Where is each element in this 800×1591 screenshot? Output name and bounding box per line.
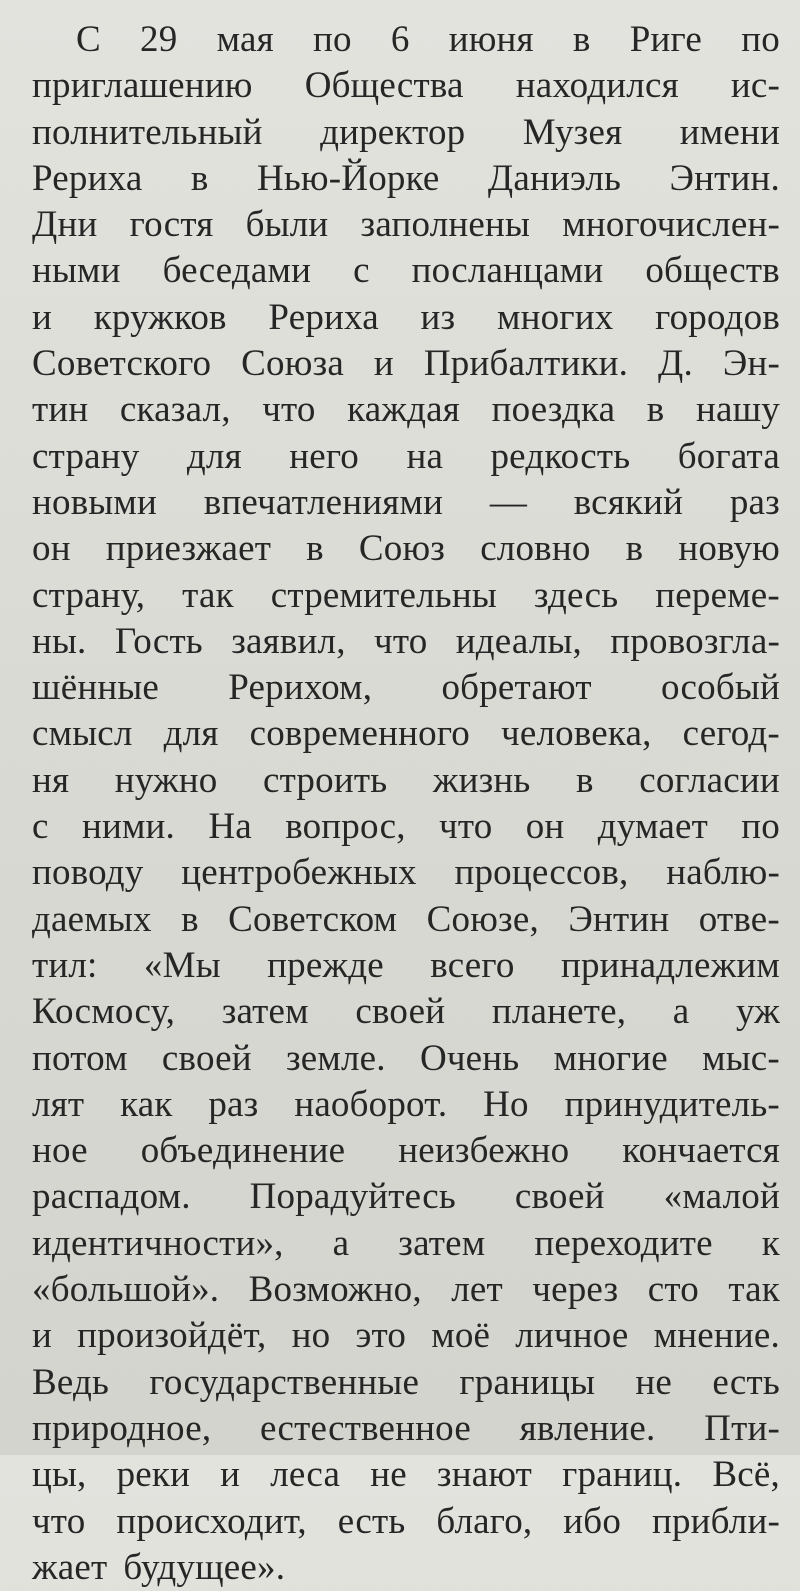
- text-word: своей: [161, 1037, 252, 1079]
- text-word: строить: [262, 759, 388, 801]
- text-word: природное,: [32, 1407, 212, 1449]
- text-word: человека,: [501, 713, 652, 755]
- text-word: ны.: [32, 620, 87, 662]
- text-word: вопрос,: [285, 806, 406, 848]
- text-word: многие: [553, 1037, 668, 1079]
- text-line: [32, 295, 780, 341]
- text-word: Космосу,: [32, 991, 176, 1033]
- text-word: Очень: [419, 1037, 520, 1079]
- text-word: переходите: [534, 1222, 713, 1264]
- text-word: так: [728, 1269, 780, 1311]
- text-line: [32, 17, 780, 63]
- text-word: новую: [678, 528, 780, 570]
- text-word: лят: [32, 1083, 85, 1125]
- text-word: Гость: [114, 620, 203, 662]
- text-word: всего: [430, 944, 515, 986]
- text-word: естественное: [260, 1407, 471, 1449]
- text-line: [32, 1499, 780, 1545]
- text-word: знают: [436, 1454, 533, 1496]
- text-word: идентичности»,: [32, 1222, 284, 1264]
- text-word: наоборот.: [294, 1083, 448, 1125]
- text-word: через: [532, 1269, 619, 1311]
- text-line: [32, 248, 780, 294]
- text-word: в: [646, 389, 665, 431]
- text-word: словно: [480, 528, 591, 570]
- text-word: Дни: [32, 204, 98, 246]
- text-word: особый: [660, 667, 780, 709]
- text-word: впечатлениями: [203, 481, 444, 523]
- text-word: 6: [390, 19, 410, 60]
- text-word: сказал,: [119, 389, 231, 431]
- text-word: поводу: [32, 852, 144, 894]
- text-line: [32, 711, 780, 757]
- text-word: заявил,: [231, 620, 346, 662]
- text-word: Общества: [304, 65, 464, 107]
- text-word: ними.: [81, 806, 176, 848]
- text-word: тин: [32, 389, 89, 431]
- text-word: «Мы: [143, 944, 221, 986]
- text-word: по: [741, 19, 780, 60]
- text-line: [32, 1452, 780, 1498]
- text-line: [32, 1174, 780, 1220]
- text-line: [32, 1406, 780, 1452]
- text-word: Всё,: [712, 1454, 780, 1496]
- text-word: Возможно,: [248, 1269, 422, 1311]
- text-word: сегод-: [682, 713, 780, 755]
- text-word: На: [208, 806, 252, 848]
- text-word: Рерихом,: [228, 667, 373, 709]
- text-word: как: [120, 1083, 173, 1125]
- text-word: директор: [320, 111, 466, 153]
- text-line: [32, 341, 780, 387]
- text-word: для: [186, 435, 242, 477]
- text-word: есть: [712, 1361, 780, 1403]
- text-line: [32, 156, 780, 202]
- text-line: [32, 1128, 780, 1174]
- text-word: мыс-: [702, 1037, 780, 1079]
- text-word: леса: [270, 1454, 341, 1496]
- text-word: Энтин: [568, 898, 670, 940]
- text-word: по: [741, 806, 780, 848]
- text-word: Прибалтики.: [423, 343, 629, 385]
- text-word: личное: [515, 1315, 629, 1357]
- text-word: ня: [32, 759, 70, 801]
- text-word: в: [576, 759, 594, 801]
- text-line: [32, 897, 780, 943]
- text-line: [32, 434, 780, 480]
- text-word: Ведь: [32, 1361, 110, 1403]
- text-word: что: [439, 806, 493, 848]
- text-word: обществ: [645, 250, 780, 292]
- text-word: что: [374, 620, 428, 662]
- text-word: Энтин.: [669, 157, 780, 199]
- text-word: и: [32, 1315, 53, 1357]
- text-word: были: [245, 204, 329, 246]
- text-word: а: [672, 991, 690, 1033]
- text-line: [32, 1313, 780, 1359]
- text-word: Но: [483, 1083, 529, 1125]
- text-word: Д.: [658, 343, 693, 385]
- text-word: Союза: [241, 343, 345, 385]
- text-line: [32, 1545, 780, 1591]
- text-word: многочислен-: [562, 204, 780, 246]
- text-word: из: [420, 296, 456, 338]
- text-word: С: [76, 19, 101, 60]
- text-word: Пти-: [704, 1407, 780, 1449]
- text-line: [32, 387, 780, 433]
- text-word: 29: [140, 19, 178, 60]
- text-word: в: [190, 157, 209, 199]
- text-word: произойдёт,: [77, 1315, 267, 1357]
- text-line: [32, 1082, 780, 1128]
- text-word: нужно: [114, 759, 218, 801]
- text-word: по: [312, 19, 352, 60]
- text-word: Музея: [522, 111, 623, 153]
- text-word: каждая: [347, 389, 461, 431]
- text-word: планете,: [491, 991, 627, 1033]
- text-word: идеалы,: [455, 620, 582, 662]
- text-word: затем: [221, 991, 309, 1033]
- text-word: своей: [355, 991, 446, 1033]
- text-word: Рериха: [32, 157, 143, 199]
- text-word: обретают: [441, 667, 592, 709]
- text-word: заполнены: [360, 204, 531, 246]
- text-word: приезжает: [105, 528, 272, 570]
- text-line: [32, 526, 780, 572]
- text-word: ис-: [730, 65, 780, 107]
- text-word: мнение.: [653, 1315, 780, 1357]
- text-word: своей: [514, 1176, 605, 1218]
- text-word: в: [306, 528, 324, 570]
- text-line: [32, 758, 780, 804]
- text-word: центробежных: [181, 852, 417, 894]
- text-word: так: [182, 574, 234, 616]
- text-word: лет: [451, 1269, 503, 1311]
- text-word: стремительны: [270, 574, 497, 616]
- text-word: прибли-: [651, 1500, 780, 1542]
- text-word: не: [635, 1361, 673, 1403]
- text-word: это: [355, 1315, 407, 1357]
- text-word: раз: [729, 481, 780, 523]
- text-line: [32, 989, 780, 1035]
- text-word: границ.: [562, 1454, 683, 1496]
- text-line: [32, 1036, 780, 1082]
- text-word: гостя: [129, 204, 214, 246]
- text-word: ное: [32, 1130, 88, 1172]
- text-word: не: [370, 1454, 407, 1496]
- text-word: тил:: [32, 944, 98, 986]
- text-word: Эн-: [722, 343, 780, 385]
- text-word: земле.: [285, 1037, 386, 1079]
- text-line: [32, 943, 780, 989]
- text-line: [32, 202, 780, 248]
- text-word: что: [262, 389, 316, 431]
- text-word: Союз: [358, 528, 446, 570]
- text-word: в: [572, 19, 591, 60]
- text-word: современного: [249, 713, 470, 755]
- text-line: [32, 1267, 780, 1313]
- text-word: Рериха: [268, 296, 379, 338]
- text-word: уж: [735, 991, 780, 1033]
- text-word: беседами: [162, 250, 312, 292]
- text-word: думает: [597, 806, 708, 848]
- text-word: он: [525, 806, 565, 848]
- text-word: даемых: [32, 898, 152, 940]
- text-word: на: [406, 435, 444, 477]
- text-word: будущее».: [123, 1546, 286, 1588]
- text-word: и: [220, 1454, 241, 1496]
- text-word: и: [373, 343, 394, 385]
- text-word: смысл: [32, 713, 133, 755]
- text-word: страну,: [32, 574, 146, 616]
- text-paragraph: [32, 17, 780, 1591]
- text-word: с: [353, 250, 370, 292]
- text-word: к: [761, 1222, 780, 1264]
- text-word: жизнь: [432, 759, 531, 801]
- text-word: наблю-: [666, 852, 780, 894]
- text-word: принудитель-: [564, 1083, 780, 1125]
- text-word: имени: [679, 111, 780, 153]
- text-word: шённые: [32, 667, 159, 709]
- text-word: явление.: [519, 1407, 656, 1449]
- text-word: Союзе,: [426, 898, 539, 940]
- text-word: Порадуйтесь: [249, 1176, 456, 1218]
- text-word: Нью-Йорке: [256, 157, 440, 199]
- text-word: приглашению: [32, 65, 253, 107]
- text-word: переме-: [655, 574, 780, 616]
- text-word: с: [32, 806, 49, 848]
- text-word: Советском: [228, 898, 398, 940]
- text-word: ными: [32, 250, 121, 292]
- text-word: «малой: [663, 1176, 780, 1218]
- text-word: жает: [32, 1546, 108, 1588]
- text-word: «большой».: [32, 1269, 220, 1311]
- text-word: Риге: [629, 19, 703, 60]
- text-word: что: [32, 1500, 86, 1542]
- text-word: него: [289, 435, 360, 477]
- text-word: ибо: [563, 1500, 622, 1542]
- text-word: прежде: [267, 944, 384, 986]
- text-word: редкость: [490, 435, 631, 477]
- text-word: есть: [337, 1500, 406, 1542]
- text-word: государственные: [149, 1361, 420, 1403]
- text-word: кружков: [93, 296, 227, 338]
- text-line: [32, 619, 780, 665]
- text-word: моё: [431, 1315, 491, 1357]
- text-word: раз: [208, 1083, 259, 1125]
- text-word: затем: [398, 1222, 486, 1264]
- text-line: [32, 1360, 780, 1406]
- text-word: отве-: [698, 898, 780, 940]
- text-word: всякий: [573, 481, 684, 523]
- text-word: июня: [448, 19, 534, 60]
- text-line: [32, 850, 780, 896]
- text-word: сто: [647, 1269, 699, 1311]
- text-word: потом: [32, 1037, 128, 1079]
- text-word: посланцами: [411, 250, 604, 292]
- text-line: [32, 63, 780, 109]
- text-word: цы,: [32, 1454, 87, 1496]
- text-word: многих: [497, 296, 614, 338]
- text-word: распадом.: [32, 1176, 191, 1218]
- text-word: городов: [655, 296, 780, 338]
- text-line: [32, 573, 780, 619]
- text-line: [32, 1221, 780, 1267]
- text-word: новыми: [32, 481, 158, 523]
- text-word: в: [625, 528, 644, 570]
- text-word: процессов,: [454, 852, 629, 894]
- text-word: он: [32, 528, 71, 570]
- text-word: провозгла-: [610, 620, 780, 662]
- text-word: происходит,: [116, 1500, 307, 1542]
- text-word: принадлежим: [560, 944, 780, 986]
- text-word: благо,: [436, 1500, 533, 1542]
- text-word: страну: [32, 435, 140, 477]
- text-word: —: [489, 481, 528, 523]
- text-word: и: [32, 296, 53, 338]
- text-word: но: [291, 1315, 331, 1357]
- text-word: неизбежно: [398, 1130, 570, 1172]
- text-word: здесь: [533, 574, 619, 616]
- text-line: [32, 110, 780, 156]
- text-word: Советского: [32, 343, 212, 385]
- text-word: мая: [216, 19, 274, 60]
- text-word: а: [332, 1222, 350, 1264]
- text-line: [32, 665, 780, 711]
- text-word: полнительный: [32, 111, 263, 153]
- text-line: [32, 480, 780, 526]
- text-word: кончается: [622, 1130, 780, 1172]
- text-word: согласии: [639, 759, 780, 801]
- text-word: Даниэль: [487, 157, 622, 199]
- text-word: богата: [677, 435, 780, 477]
- text-line: [32, 804, 780, 850]
- text-word: объединение: [140, 1130, 346, 1172]
- text-word: поездка: [491, 389, 616, 431]
- text-word: для: [163, 713, 219, 755]
- text-word: границы: [459, 1361, 596, 1403]
- text-word: находился: [515, 65, 679, 107]
- text-word: в: [181, 898, 199, 940]
- text-word: реки: [116, 1454, 191, 1496]
- text-word: нашу: [695, 389, 780, 431]
